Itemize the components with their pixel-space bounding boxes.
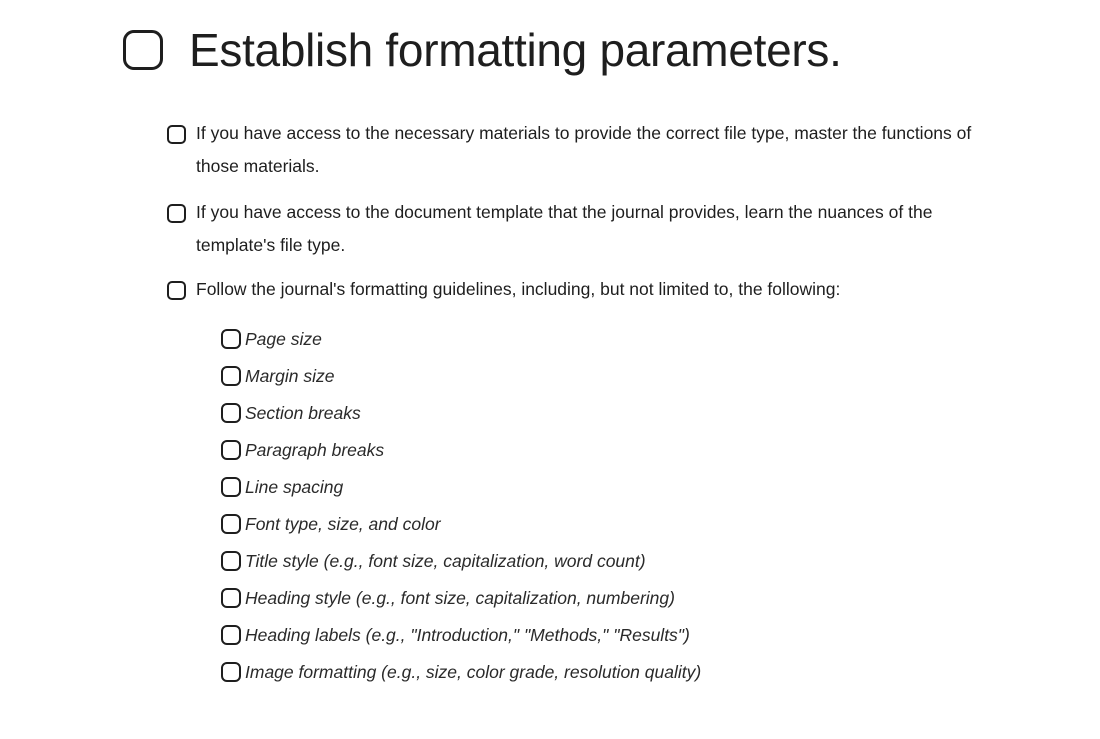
subtask-item — [221, 365, 334, 387]
subtask-text: Image formatting (e.g., size, color grade, resolution quality) — [245, 662, 702, 682]
task-checkbox[interactable] — [167, 125, 186, 144]
subtask-text: Font type, size, and color — [245, 514, 441, 534]
subtask-item — [221, 550, 646, 572]
subtask-text: Title style (e.g., font size, capitalization, word count) — [245, 551, 646, 571]
subtask-checkbox[interactable] — [221, 403, 241, 423]
task-text: Follow the journal's formatting guidelines, including, but not limited to, the following: — [196, 279, 841, 299]
subtask-text: Line spacing — [245, 477, 344, 497]
subtask-item — [221, 587, 675, 609]
task-item — [167, 123, 987, 183]
subtask-item — [221, 328, 322, 350]
subtask-checkbox[interactable] — [221, 329, 241, 349]
subtask-item — [221, 476, 343, 498]
subtask-text: Margin size — [245, 366, 335, 386]
subtask-text: Page size — [245, 329, 322, 349]
subtask-checkbox[interactable] — [221, 551, 241, 571]
subtask-checkbox[interactable] — [221, 440, 241, 460]
subtask-text: Paragraph breaks — [245, 440, 385, 460]
subtask-checkbox[interactable] — [221, 514, 241, 534]
subtask-text: Heading labels (e.g., "Introduction," "Methods," "Results") — [245, 625, 690, 645]
subtask-item — [221, 624, 690, 646]
subtask-checkbox[interactable] — [221, 662, 241, 682]
main-checkbox[interactable] — [123, 30, 163, 70]
subtask-checkbox[interactable] — [221, 588, 241, 608]
task-text: If you have access to the document template that the journal provides, learn the nuances of the template's file type. — [196, 202, 933, 255]
main-task-heading — [123, 24, 842, 76]
task-checkbox[interactable] — [167, 204, 186, 223]
task-item — [167, 202, 987, 262]
page-title: Establish formatting parameters. — [189, 24, 842, 76]
task-text: If you have access to the necessary materials to provide the correct file type, master the functions of those materials. — [196, 123, 972, 176]
subtask-item — [221, 513, 441, 535]
subtask-checkbox[interactable] — [221, 477, 241, 497]
subtask-checkbox[interactable] — [221, 625, 241, 645]
subtask-item — [221, 402, 361, 424]
subtask-item — [221, 439, 384, 461]
subtask-checkbox[interactable] — [221, 366, 241, 386]
subtask-item — [221, 661, 701, 683]
subtask-text: Section breaks — [245, 403, 361, 423]
task-checkbox[interactable] — [167, 281, 186, 300]
subtask-text: Heading style (e.g., font size, capitalization, numbering) — [245, 588, 675, 608]
task-item — [167, 279, 987, 306]
